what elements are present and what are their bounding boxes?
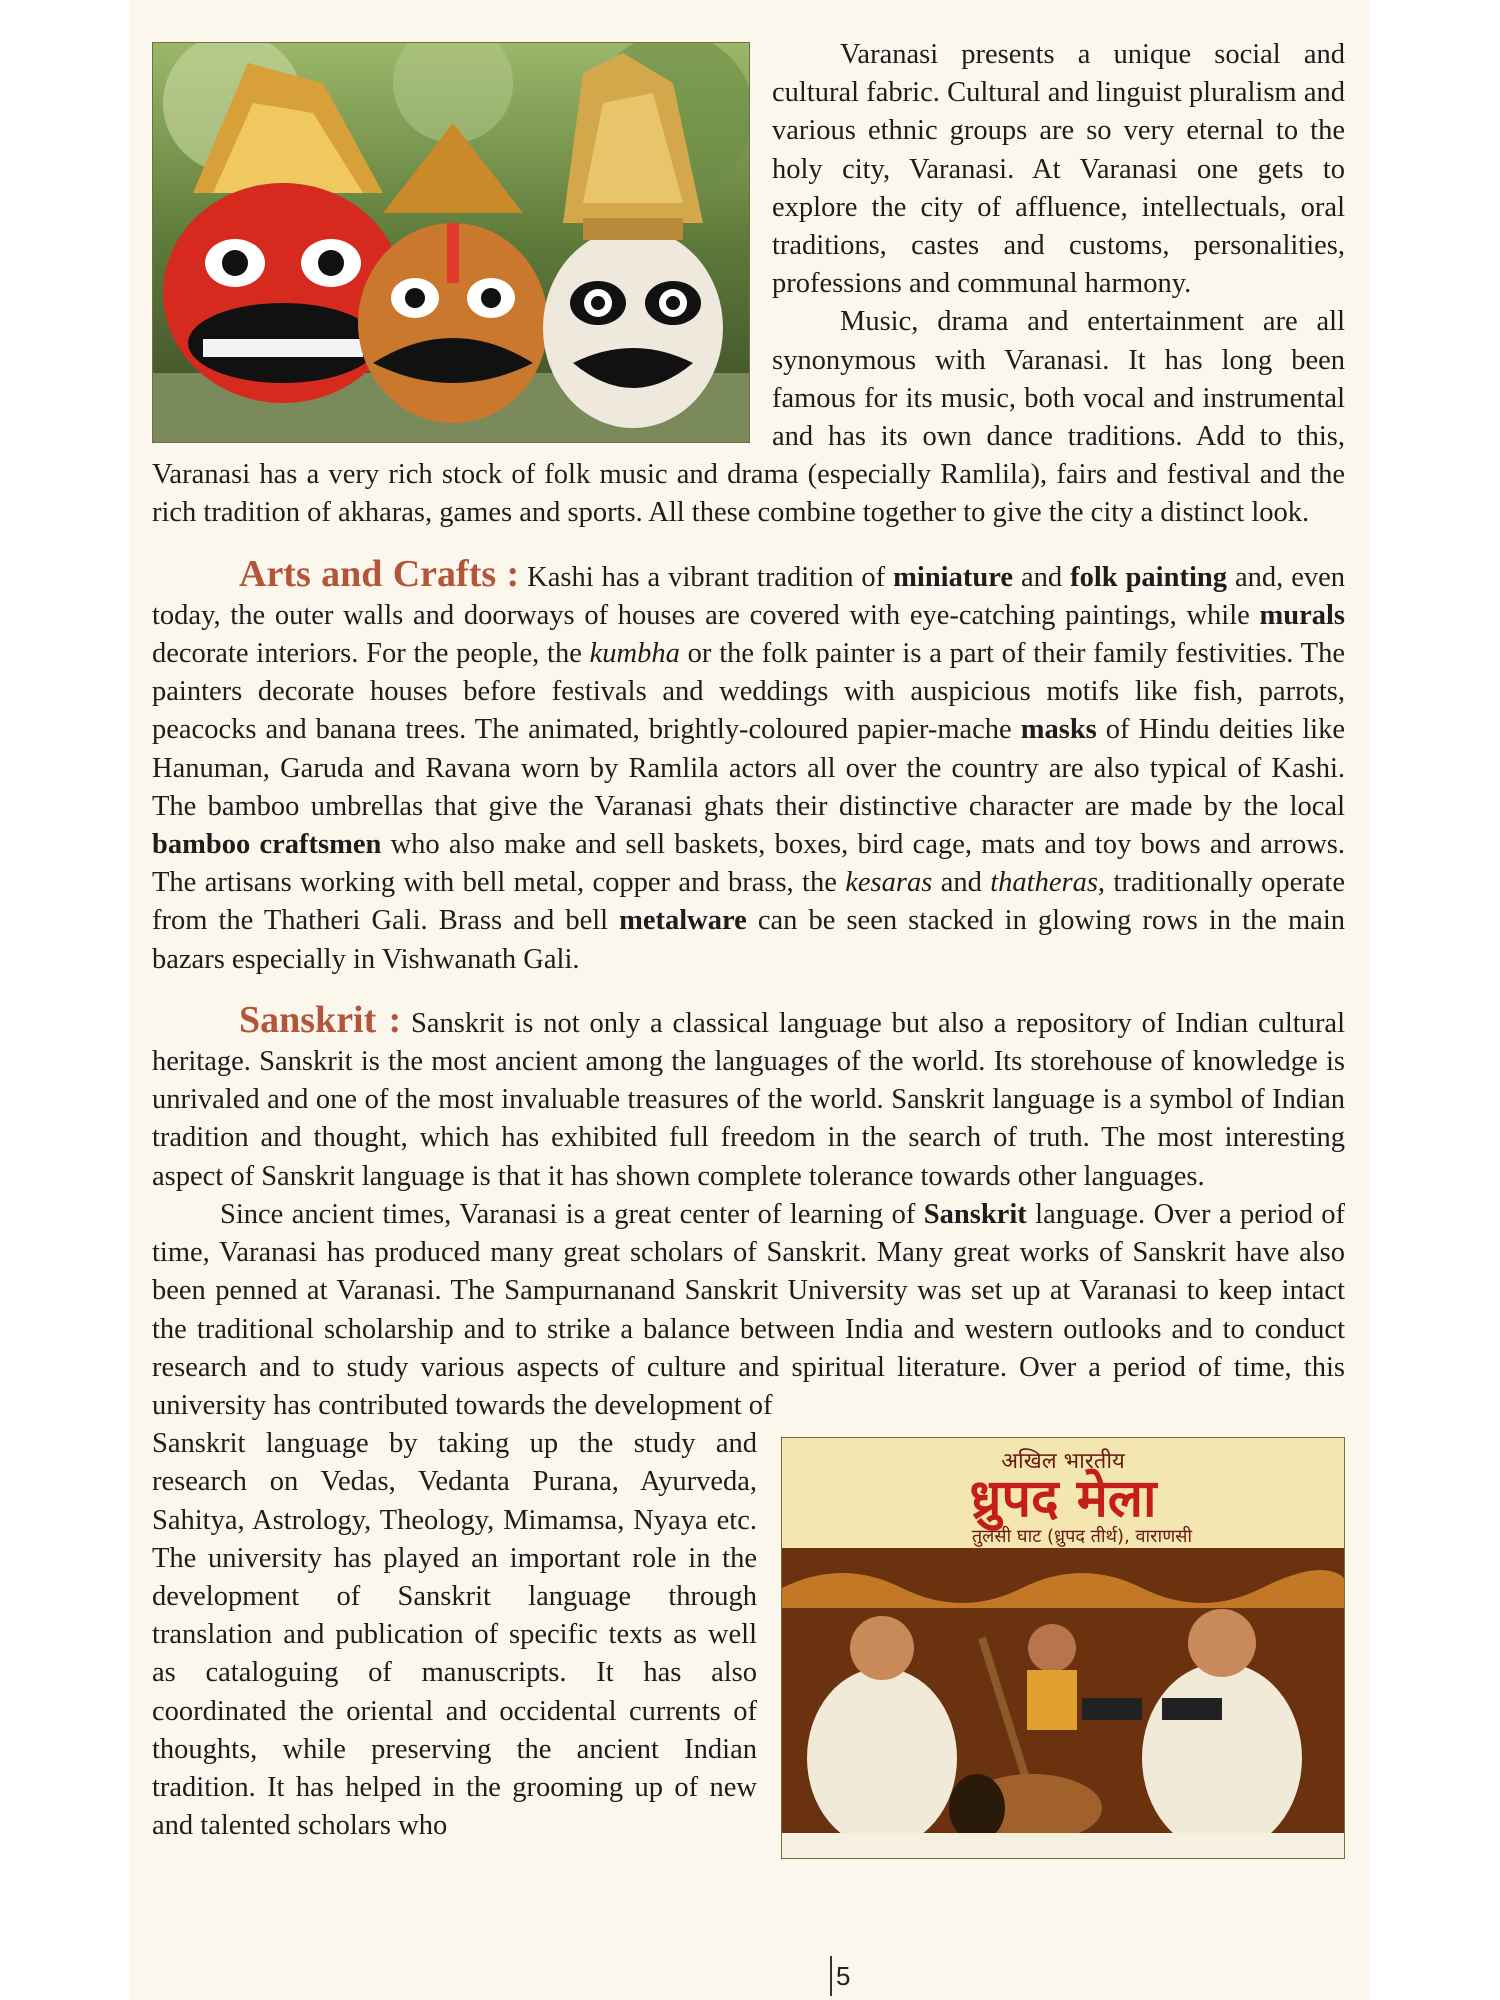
sanskrit-section: [152, 998, 1346, 1845]
sanskrit-paragraph-2: [152, 1196, 1345, 1425]
arts-text: decorate interiors. For the people, the: [152, 638, 590, 670]
arts-text: and, even today, the outer walls and doorways of houses are covered with eye-catching paintings, while: [152, 561, 1346, 631]
term-murals: murals: [1259, 599, 1345, 631]
sanskrit-text: language. Over a period of time, Varanasi has produced many great scholars of Sanskrit. Many great works of Sanskrit have also been penned at Varanasi. The Sampurnanand Sanskrit University was set up at Varanasi to keep intact the traditional scholarship and to strike a balance between India and western outlooks and to conduct research and to study various aspects of culture and spiritual literature. Over a period of time, this university has contributed towards the development of: [152, 1198, 1345, 1421]
page-number: 5: [830, 1956, 850, 1996]
content: [152, 36, 1345, 1865]
term-bamboo-craftsmen: bamboo craftsmen: [152, 829, 382, 861]
sanskrit-paragraph-3: Sanskrit language by taking up the study and research on Vedas, Vedanta Purana, Ayurveda, Sahitya, Astrology, Theology, Mimamsa, Nyaya etc. The university has played an important role in the development of Sanskrit language through translation and publication of specific texts as well as cataloguing of manuscripts. It has also coordinated the oriental and occidental currents of thoughts, while preserving the ancient Indian tradition. It has helped in the grooming up of new and talented scholars who: [152, 1428, 757, 1842]
page: [130, 0, 1370, 2000]
arts-and-crafts-section: [152, 552, 1346, 979]
arts-text: , traditionally operate from the Thatheri Gali. Brass and bell: [152, 867, 1345, 937]
dhrupad-illustration: [782, 1438, 1344, 1858]
banner-title: ध्रुपद मेला: [969, 1469, 1157, 1530]
arts-paragraph: [152, 552, 1346, 979]
sanskrit-paragraph-1: [152, 998, 1346, 1196]
ramlila-masks-image: [152, 42, 750, 443]
arts-text: of Hindu deities like Hanuman, Garuda and Ravana worn by Ramlila actors all over the country are also typical of Kashi. The bamboo umbrellas that give the Varanasi ghats their distinctive character are made by the local: [152, 714, 1345, 822]
intro-paragraph-2: Music, drama and entertainment are all synonymous with Varanasi. It has long been famous for its music, both vocal and instrumental and has its own dance traditions. Add to this, Varanasi has a very rich stock of folk music and drama (especially Ramlila), fairs and festival and the rich tradition of akharas, games and sports. All these combine together to give the city a distinct look.: [152, 306, 1345, 529]
term-kumbha: kumbha: [589, 638, 680, 670]
dhrupad-mela-image: [781, 1437, 1345, 1859]
arts-text: Kashi has a vibrant tradition of: [519, 561, 894, 593]
term-metalware: metalware: [619, 905, 747, 937]
masks-illustration: [153, 43, 749, 442]
arts-text: and: [1012, 561, 1071, 593]
sanskrit-heading: Sanskrit :: [239, 998, 402, 1041]
term-miniature: miniature: [893, 561, 1013, 593]
intro-paragraph-1: Varanasi presents a unique social and cultural fabric. Cultural and linguist pluralism and various ethnic groups are so very eternal to the holy city, Varanasi. At Varanasi one gets to explore the city of affluence, intellectuals, oral traditions, castes and customs, personalities, professions and communal harmony.: [772, 39, 1345, 300]
sanskrit-text: Sanskrit is not only a classical language but also a repository of Indian cultural heritage. Sanskrit is the most ancient among the languages of the world. Its storehouse of knowledge is unrivaled and one of the most invaluable treasures of the world. Sanskrit language is a symbol of Indian tradition and thought, which has exhibited full freedom in the search of truth. The most interesting aspect of Sanskrit language is that it has shown complete tolerance towards other languages.: [152, 1007, 1346, 1192]
arts-heading: Arts and Crafts :: [239, 552, 520, 595]
term-kesaras: kesaras: [845, 867, 933, 899]
term-sanskrit: Sanskrit: [923, 1198, 1027, 1230]
arts-text: and: [932, 867, 991, 899]
term-thatheras: thatheras: [990, 867, 1098, 899]
term-masks: masks: [1020, 714, 1097, 746]
arts-text: who also make and sell baskets, boxes, bird cage, mats and toy bows and arrows. The artisans working with bell metal, copper and brass, the: [152, 829, 1345, 899]
banner-location: तुलसी घाट (ध्रुपद तीर्थ), वाराणसी: [971, 1526, 1193, 1548]
arts-text: or the folk painter is a part of their family festivities. The painters decorate houses before festivals and weddings with auspicious motifs like fish, parrots, peacocks and banana trees. The animated, brightly-coloured papier-mache: [152, 638, 1345, 746]
banner-subtitle: अखिल भारतीय: [1001, 1449, 1125, 1475]
arts-text: can be seen stacked in glowing rows in the main bazars especially in Vishwanath Gali.: [152, 905, 1345, 975]
term-folk-painting: folk painting: [1070, 561, 1227, 593]
sanskrit-text: Since ancient times, Varanasi is a great center of learning of: [220, 1198, 924, 1230]
